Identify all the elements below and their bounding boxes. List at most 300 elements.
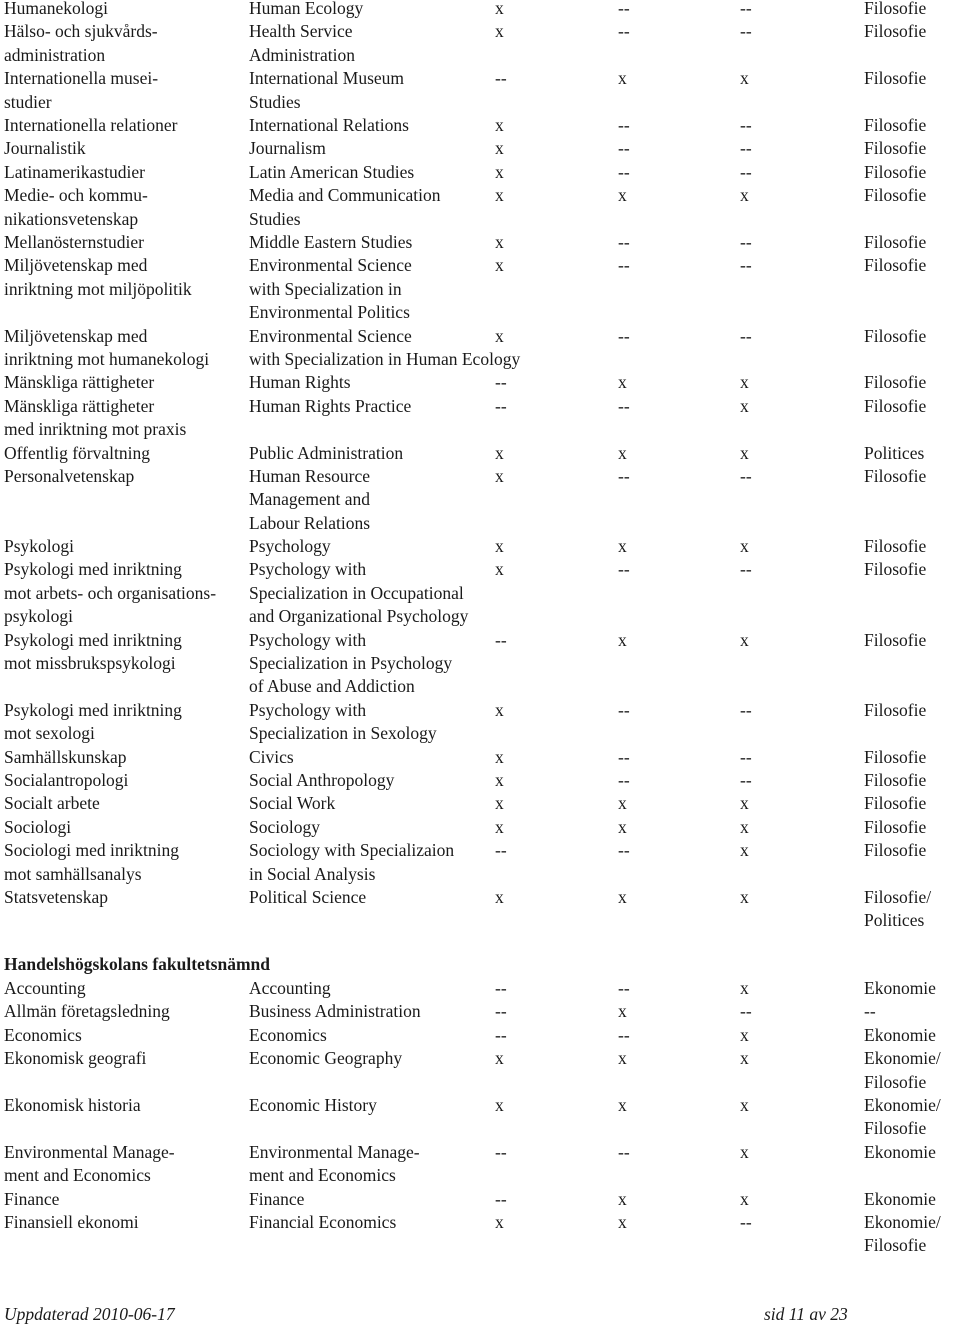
degree-faculty	[864, 0, 926, 20]
master-mark: x	[740, 840, 749, 861]
degree-faculty-line: Ekonomie	[864, 1188, 936, 1209]
programme-name-english-line: International Museum	[249, 68, 405, 89]
programme-name-swedish-line: Humanekologi	[4, 0, 109, 18]
degree-faculty-line: Filosofie	[864, 21, 927, 42]
degree-faculty-line: Politices	[864, 442, 925, 463]
programme-table-business-school	[4, 977, 954, 1258]
master-mark: x	[740, 536, 749, 557]
programme-name-swedish-line: mot arbets- och organisations-	[4, 582, 217, 603]
degree-faculty	[864, 1024, 936, 1047]
programme-name-swedish-line: Finansiell ekonomi	[4, 1211, 139, 1232]
magister-mark: --	[618, 138, 630, 159]
programme-name-english	[249, 0, 363, 20]
programme-name-english-line: Middle Eastern Studies	[249, 231, 413, 252]
magister-mark: --	[618, 978, 630, 998]
table-row	[4, 699, 954, 746]
programme-name-english	[249, 137, 326, 160]
master-mark: --	[740, 255, 752, 276]
programme-name-english-line: Psychology	[249, 536, 331, 557]
degree-faculty-line: Ekonomie	[864, 1024, 936, 1045]
master-mark: --	[740, 138, 752, 159]
programme-name-swedish	[4, 699, 182, 746]
programme-name-english-line: Human Rights Practice	[249, 395, 412, 416]
table-row	[4, 1211, 954, 1258]
programme-name-english-line: Economic Geography	[249, 1048, 403, 1069]
magister-mark: --	[618, 231, 630, 252]
degree-faculty-line: Ekonomie/	[864, 1094, 941, 1115]
degree-faculty-line: Filosofie	[864, 793, 927, 814]
programme-name-english-line: Studies	[249, 208, 301, 229]
programme-name-swedish-line: Sociologi med inriktning	[4, 840, 179, 861]
master-mark: --	[740, 21, 752, 42]
table-row	[4, 254, 954, 324]
degree-faculty-line: Filosofie	[864, 255, 927, 276]
degree-faculty-line: Politices	[864, 910, 925, 931]
master-mark: --	[740, 699, 752, 720]
programme-name-english	[249, 1094, 377, 1117]
programme-name-swedish-line: Samhällskunskap	[4, 746, 127, 767]
magister-mark: x	[618, 1001, 627, 1022]
programme-name-swedish-line: Psykologi med inriktning	[4, 699, 182, 720]
degree-faculty-line: Filosofie	[864, 1118, 927, 1139]
degree-faculty-line: Filosofie	[864, 114, 927, 135]
magister-mark: --	[618, 21, 630, 42]
magister-mark: x	[618, 372, 627, 393]
programme-name-swedish-line: Economics	[4, 1024, 82, 1045]
programme-name-english	[249, 769, 394, 792]
table-row	[4, 395, 954, 442]
programme-name-swedish-line: administration	[4, 44, 106, 65]
master-mark: --	[740, 325, 752, 346]
bachelor-mark: x	[495, 161, 504, 182]
degree-faculty	[864, 442, 924, 465]
degree-faculty-line: Filosofie	[864, 231, 927, 252]
bachelor-mark: x	[495, 21, 504, 42]
programme-name-swedish	[4, 184, 148, 231]
programme-name-swedish	[4, 231, 144, 254]
programme-name-english	[249, 535, 331, 558]
degree-faculty-line: Filosofie	[864, 1071, 927, 1092]
table-row	[4, 629, 954, 699]
degree-faculty-line: Filosofie	[864, 559, 927, 580]
table-row	[4, 1094, 954, 1141]
bachelor-mark: x	[495, 770, 504, 791]
table-row	[4, 1141, 954, 1188]
degree-faculty	[864, 254, 926, 277]
programme-name-english-line: Environmental Science	[249, 255, 412, 276]
magister-mark: x	[618, 816, 627, 837]
programme-name-english-line: with Specialization in	[249, 278, 402, 299]
programme-name-english-line: Sociology	[249, 816, 320, 837]
bachelor-mark: --	[495, 1001, 507, 1022]
degree-faculty-line: Filosofie	[864, 325, 927, 346]
degree-faculty-line: Ekonomie/	[864, 1211, 941, 1232]
programme-name-swedish-line: Psykologi med inriktning	[4, 629, 182, 650]
master-mark: x	[740, 68, 749, 89]
table-row	[4, 977, 954, 1000]
programme-name-english-line: Economics	[249, 1024, 327, 1045]
table-row	[4, 371, 954, 394]
table-row	[4, 1000, 954, 1023]
programme-name-swedish	[4, 325, 209, 372]
programme-name-english-line: Social Work	[249, 793, 336, 814]
programme-name-english	[249, 231, 412, 254]
magister-mark: --	[618, 770, 630, 791]
programme-name-english-line: and Organizational Psychology	[249, 606, 469, 627]
programme-name-swedish-line: Mänskliga rättigheter	[4, 372, 155, 393]
programme-name-english-line: Psychology with	[249, 699, 367, 720]
degree-faculty	[864, 558, 926, 581]
magister-mark: --	[618, 840, 630, 861]
magister-mark: --	[618, 746, 630, 767]
programme-name-swedish-line: Finance	[4, 1188, 60, 1209]
programme-name-swedish-line: studier	[4, 91, 52, 112]
degree-faculty-line: Filosofie	[864, 0, 927, 18]
degree-faculty-line: Filosofie	[864, 372, 927, 393]
table-row	[4, 746, 954, 769]
magister-mark: --	[618, 255, 630, 276]
programme-name-english	[249, 1047, 402, 1070]
programme-name-swedish	[4, 0, 108, 20]
table-row	[4, 886, 954, 933]
degree-faculty	[864, 371, 926, 394]
magister-mark: --	[618, 1141, 630, 1162]
programme-name-swedish	[4, 395, 186, 442]
programme-name-english	[249, 325, 520, 372]
programme-name-swedish-line: Sociologi	[4, 816, 72, 837]
programme-name-swedish-line: Ekonomisk historia	[4, 1094, 141, 1115]
bachelor-mark: x	[495, 0, 504, 18]
degree-faculty-line: Filosofie	[864, 68, 927, 89]
master-mark: --	[740, 465, 752, 486]
degree-faculty	[864, 886, 931, 933]
programme-name-english-line: Sociology with Specializaion	[249, 840, 455, 861]
magister-mark: x	[618, 793, 627, 814]
bachelor-mark: --	[495, 372, 507, 393]
master-mark: --	[740, 0, 752, 18]
programme-name-swedish	[4, 161, 145, 184]
programme-name-swedish	[4, 254, 192, 301]
programme-name-english-line: in Social Analysis	[249, 863, 376, 884]
bachelor-mark: --	[495, 629, 507, 650]
programme-name-swedish	[4, 629, 182, 676]
magister-mark: --	[618, 114, 630, 135]
degree-faculty-line: Ekonomie	[864, 1141, 936, 1162]
degree-faculty	[864, 1141, 936, 1164]
table-row	[4, 769, 954, 792]
programme-name-english-line: Social Anthropology	[249, 770, 395, 791]
bachelor-mark: x	[495, 559, 504, 580]
degree-faculty	[864, 1094, 941, 1141]
programme-name-english-line: Civics	[249, 746, 294, 767]
programme-name-english-line: Labour Relations	[249, 512, 371, 533]
programme-name-swedish-line: Ekonomisk geografi	[4, 1048, 147, 1069]
magister-mark: --	[618, 325, 630, 346]
master-mark: --	[740, 1001, 752, 1022]
programme-name-english	[249, 816, 320, 839]
degree-faculty-line: Filosofie	[864, 185, 927, 206]
degree-faculty	[864, 184, 926, 207]
magister-mark: x	[618, 1211, 627, 1232]
programme-name-english	[249, 1024, 327, 1047]
programme-name-swedish	[4, 1094, 141, 1117]
magister-mark: x	[618, 536, 627, 557]
programme-name-swedish-line: Mänskliga rättigheter	[4, 395, 155, 416]
bachelor-mark: x	[495, 138, 504, 159]
master-mark: --	[740, 746, 752, 767]
footer-page-number: sid 11 av 23	[764, 1304, 848, 1324]
programme-name-swedish-line: mot sexologi	[4, 723, 95, 744]
table-row	[4, 1047, 954, 1094]
programme-name-swedish	[4, 816, 71, 839]
master-mark: x	[740, 1141, 749, 1162]
degree-faculty-line: Filosofie	[864, 465, 927, 486]
programme-name-english-line: Business Administration	[249, 1001, 421, 1022]
master-mark: --	[740, 1211, 752, 1232]
programme-name-english	[249, 20, 355, 67]
programme-name-swedish	[4, 558, 216, 628]
programme-name-swedish	[4, 1211, 139, 1234]
programme-name-english	[249, 746, 294, 769]
table-row	[4, 465, 954, 535]
programme-name-swedish-line: med inriktning mot praxis	[4, 419, 187, 440]
degree-faculty	[864, 465, 926, 488]
programme-name-english	[249, 1188, 304, 1211]
degree-faculty-line: Filosofie	[864, 840, 927, 861]
programme-name-swedish-line: nikationsvetenskap	[4, 208, 139, 229]
degree-faculty-line: Filosofie	[864, 770, 927, 791]
programme-table-philosophy	[4, 0, 954, 933]
degree-faculty-line: Filosofie	[864, 1235, 927, 1256]
degree-faculty-line: Filosofie	[864, 746, 927, 767]
master-mark: x	[740, 978, 749, 998]
programme-name-swedish	[4, 1141, 175, 1188]
table-row	[4, 1024, 954, 1047]
programme-name-english-line: Psychology with	[249, 629, 367, 650]
programme-name-swedish	[4, 137, 86, 160]
degree-faculty-line: Filosofie	[864, 395, 927, 416]
programme-name-swedish-line: Medie- och kommu-	[4, 185, 148, 206]
degree-faculty	[864, 699, 926, 722]
programme-name-english-line: Financial Economics	[249, 1211, 397, 1232]
degree-faculty	[864, 1188, 936, 1211]
bachelor-mark: x	[495, 816, 504, 837]
programme-name-english-line: Psychology with	[249, 559, 367, 580]
programme-name-swedish-line: Accounting	[4, 978, 86, 998]
programme-name-english	[249, 629, 452, 699]
programme-name-swedish-line: Journalistik	[4, 138, 86, 159]
master-mark: x	[740, 372, 749, 393]
table-row	[4, 792, 954, 815]
degree-faculty-line: --	[864, 1001, 876, 1022]
bachelor-mark: --	[495, 1141, 507, 1162]
programme-name-english-line: of Abuse and Addiction	[249, 676, 415, 697]
table-row	[4, 231, 954, 254]
table-row	[4, 535, 954, 558]
programme-name-swedish-line: inriktning mot humanekologi	[4, 348, 210, 369]
degree-faculty	[864, 114, 926, 137]
magister-mark: --	[618, 699, 630, 720]
master-mark: x	[740, 1024, 749, 1045]
table-row	[4, 161, 954, 184]
programme-name-english-line: with Specialization in Human Ecology	[249, 348, 521, 369]
programme-name-swedish-line: ment and Economics	[4, 1165, 151, 1186]
programme-name-swedish	[4, 839, 179, 886]
master-mark: x	[740, 185, 749, 206]
programme-name-english-line: Specialization in Psychology	[249, 653, 453, 674]
master-mark: --	[740, 231, 752, 252]
magister-mark: x	[618, 1188, 627, 1209]
table-row	[4, 839, 954, 886]
programme-name-english	[249, 558, 468, 628]
bachelor-mark: --	[495, 395, 507, 416]
programme-name-swedish	[4, 535, 74, 558]
degree-faculty	[864, 325, 926, 348]
programme-name-english	[249, 1211, 396, 1234]
table-row	[4, 67, 954, 114]
table-row	[4, 325, 954, 372]
bachelor-mark: --	[495, 1188, 507, 1209]
degree-faculty	[864, 231, 926, 254]
programme-name-swedish-line: inriktning mot miljöpolitik	[4, 278, 192, 299]
programme-name-english-line: Human Resource	[249, 465, 371, 486]
degree-faculty	[864, 746, 926, 769]
magister-mark: --	[618, 1024, 630, 1045]
master-mark: x	[740, 1188, 749, 1209]
magister-mark: x	[618, 629, 627, 650]
degree-faculty	[864, 1047, 941, 1094]
programme-name-english	[249, 254, 412, 324]
degree-faculty	[864, 67, 926, 90]
programme-name-swedish	[4, 442, 150, 465]
programme-name-swedish	[4, 371, 154, 394]
magister-mark: x	[618, 185, 627, 206]
programme-name-swedish	[4, 1188, 59, 1211]
bachelor-mark: --	[495, 68, 507, 89]
programme-name-english-line: Media and Communication	[249, 185, 441, 206]
bachelor-mark: x	[495, 699, 504, 720]
programme-name-swedish-line: Allmän företagsledning	[4, 1001, 170, 1022]
master-mark: x	[740, 629, 749, 650]
programme-name-english-line: Human Ecology	[249, 0, 364, 18]
bachelor-mark: x	[495, 1094, 504, 1115]
bachelor-mark: x	[495, 793, 504, 814]
programme-name-english-line: Health Service	[249, 21, 353, 42]
programme-name-english-line: Public Administration	[249, 442, 404, 463]
programme-name-english	[249, 184, 441, 231]
programme-name-english-line: Environmental Manage-	[249, 1141, 420, 1162]
programme-name-swedish-line: Hälso- och sjukvårds-	[4, 21, 158, 42]
programme-name-english-line: International Relations	[249, 114, 409, 135]
programme-name-swedish	[4, 792, 100, 815]
degree-faculty	[864, 161, 926, 184]
programme-name-english	[249, 699, 437, 746]
programme-name-swedish-line: Miljövetenskap med	[4, 325, 148, 346]
programme-name-english-line: Accounting	[249, 978, 331, 998]
degree-faculty-line: Filosofie	[864, 816, 927, 837]
degree-faculty-line: Filosofie/	[864, 887, 932, 908]
degree-faculty	[864, 839, 926, 862]
degree-faculty-line: Ekonomie/	[864, 1048, 941, 1069]
programme-name-swedish	[4, 465, 134, 488]
programme-name-swedish-line: mot samhällsanalys	[4, 863, 142, 884]
programme-name-swedish-line: Mellanösternstudier	[4, 231, 144, 252]
master-mark: --	[740, 114, 752, 135]
degree-faculty	[864, 816, 926, 839]
table-row	[4, 442, 954, 465]
programme-name-english	[249, 371, 351, 394]
bachelor-mark: x	[495, 255, 504, 276]
degree-faculty-line: Filosofie	[864, 536, 927, 557]
programme-name-english	[249, 442, 403, 465]
bachelor-mark: x	[495, 1048, 504, 1069]
programme-name-english-line: Journalism	[249, 138, 326, 159]
programme-name-swedish-line: Socialt arbete	[4, 793, 100, 814]
section-heading: Handelshögskolans fakultetsnämnd	[4, 954, 270, 974]
table-row	[4, 20, 954, 67]
magister-mark: x	[618, 68, 627, 89]
programme-name-swedish-line: Personalvetenskap	[4, 465, 135, 486]
programme-name-swedish-line: Psykologi	[4, 536, 75, 557]
degree-faculty	[864, 535, 926, 558]
programme-name-english-line: Human Rights	[249, 372, 351, 393]
magister-mark: --	[618, 559, 630, 580]
degree-faculty	[864, 1000, 876, 1023]
programme-name-english-line: Latin American Studies	[249, 161, 415, 182]
bachelor-mark: x	[495, 536, 504, 557]
degree-faculty	[864, 629, 926, 652]
master-mark: --	[740, 770, 752, 791]
programme-name-english-line: Administration	[249, 44, 355, 65]
magister-mark: x	[618, 1094, 627, 1115]
programme-name-swedish	[4, 1000, 170, 1023]
degree-faculty-line: Filosofie	[864, 138, 927, 159]
programme-name-english	[249, 67, 404, 114]
magister-mark: x	[618, 442, 627, 463]
programme-name-english	[249, 1000, 421, 1023]
programme-name-swedish-line: Environmental Manage-	[4, 1141, 175, 1162]
table-row	[4, 184, 954, 231]
programme-name-swedish	[4, 769, 128, 792]
magister-mark: x	[618, 1048, 627, 1069]
degree-faculty-line: Filosofie	[864, 699, 927, 720]
master-mark: x	[740, 1048, 749, 1069]
programme-name-swedish-line: Offentlig förvaltning	[4, 442, 150, 463]
programme-name-swedish	[4, 20, 158, 67]
programme-name-english-line: Finance	[249, 1188, 305, 1209]
master-mark: x	[740, 816, 749, 837]
master-mark: x	[740, 395, 749, 416]
programme-name-swedish	[4, 886, 108, 909]
programme-name-english-line: Specialization in Occupational	[249, 582, 464, 603]
table-row	[4, 137, 954, 160]
programme-name-swedish	[4, 746, 127, 769]
magister-mark: --	[618, 161, 630, 182]
programme-name-swedish	[4, 1047, 146, 1070]
bachelor-mark: --	[495, 978, 507, 998]
bachelor-mark: x	[495, 114, 504, 135]
magister-mark: --	[618, 465, 630, 486]
degree-faculty	[864, 977, 936, 1000]
degree-faculty	[864, 395, 926, 418]
programme-name-swedish-line: Socialantropologi	[4, 770, 129, 791]
bachelor-mark: x	[495, 746, 504, 767]
table-row	[4, 0, 954, 20]
magister-mark: --	[618, 395, 630, 416]
master-mark: x	[740, 442, 749, 463]
magister-mark: --	[618, 0, 630, 18]
programme-name-swedish-line: Latinamerikastudier	[4, 161, 145, 182]
